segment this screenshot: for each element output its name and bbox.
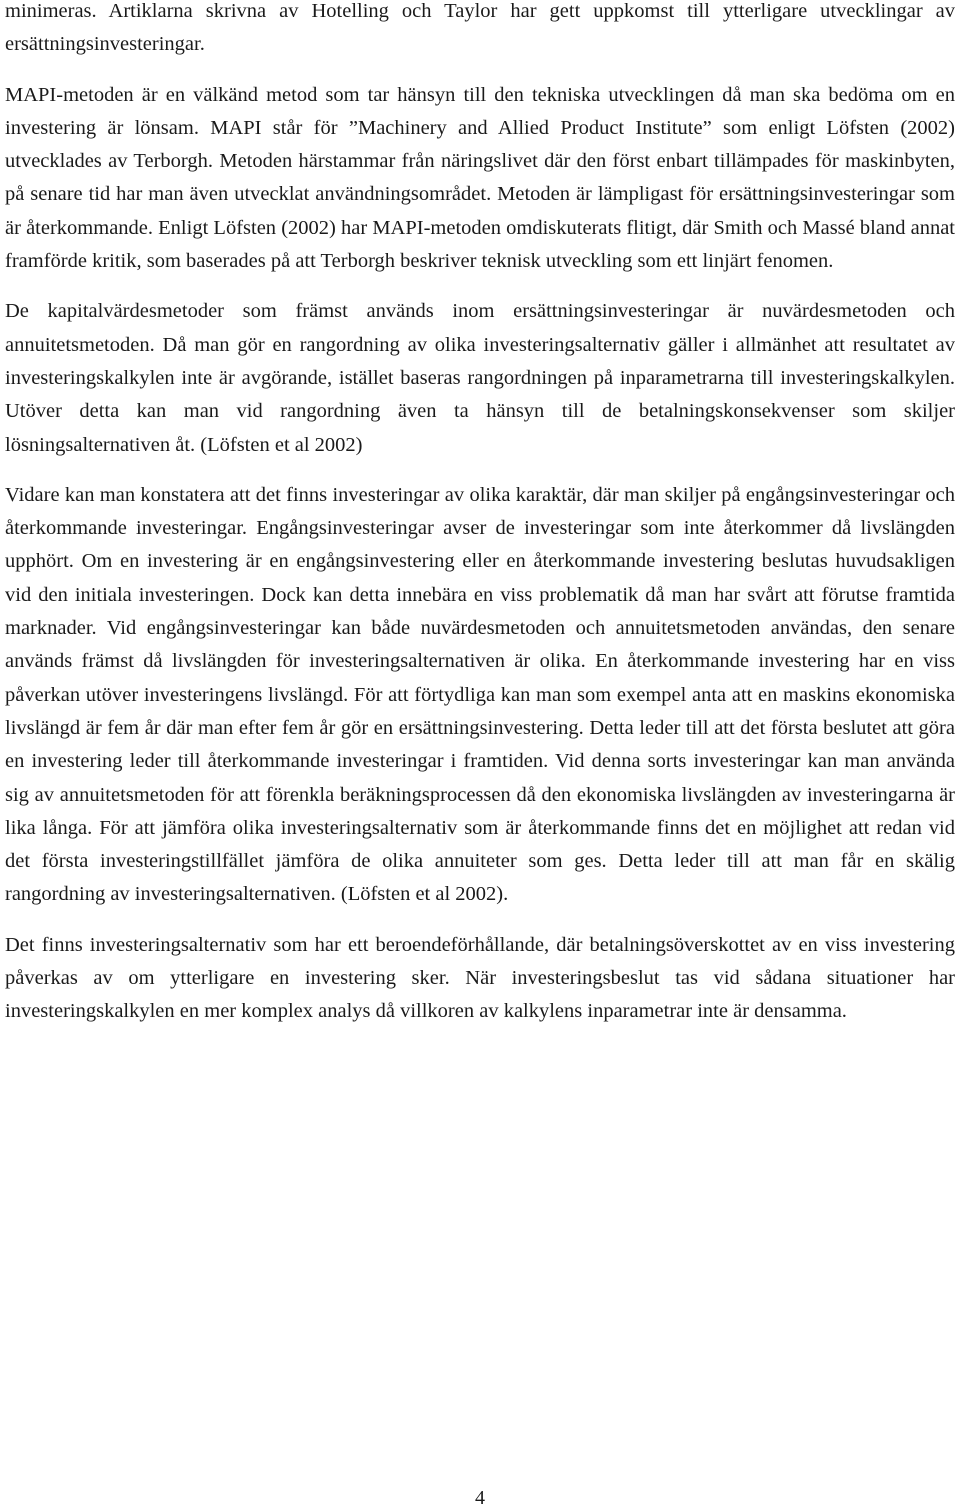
paragraph-5: Det finns investeringsalternativ som har ett beroendeförhållande, där betalningsöverskottet av en viss investering påverkas av om ytterligare en investering sker. När investeringsbeslut tas vid sådana situationer har investeringskalkylen en mer komplex analys då villkoren av kalkylens inparametrar inte är densamma. <box>5 933 955 1023</box>
paragraph-4: Vidare kan man konstatera att det finns investeringar av olika karaktär, där man skiljer på engångsinvesteringar och återkommande investeringar. Engångsinvesteringar avser de investeringar som inte återkommer då livslängden upphört. Om en investering är en engångsinvestering eller en återkommande investering beslutas huvudsakligen vid den initiala investeringen. Dock kan detta innebära en viss problematik då man har svårt att förutse framtida marknader. Vid engångsinvesteringar kan både nuvärdesmetoden och annuitetsmetoden användas, den senare används främst då livslängden för investeringsalternativen är olika. En återkommande investering har en viss påverkan utöver investeringens livslängd. För att förtydliga kan man som exempel anta att en maskins ekonomiska livslängd är fem år där man efter fem år gör en ersättningsinvestering. Detta leder till att det första beslutet att göra en investering leder till återkommande investeringar i framtiden. Vid denna sorts investeringar kan man använda sig av annuitetsmetoden för att förenkla beräkningsprocessen då den ekonomiska livslängden av investeringarna är lika långa. För att jämföra olika investeringsalternativ som är återkommande finns det en möjlighet att redan vid det första investeringstillfället jämföra de olika annuiteter som ges. Detta leder till att man får en skälig rangordning av investeringsalternativen. (Löfsten et al 2002). <box>5 483 955 906</box>
paragraph-3: De kapitalvärdesmetoder som främst används inom ersättningsinvesteringar är nuvärdesmetoden och annuitetsmetoden. Då man gör en rangordning av olika investeringsalternativ gäller i allmänhet att resultatet av investeringskalkylen inte är avgörande, istället baseras rangordningen på inparametrarna till investeringskalkylen. Utöver detta kan man vid rangordning även ta hänsyn till de betalningskonsekvenser som skiljer lösningsalternativen åt. (Löfsten et al 2002) <box>5 300 955 456</box>
paragraph-2: MAPI-metoden är en välkänd metod som tar hänsyn till den tekniska utvecklingen då man ska bedöma om en investering är lönsam. MAPI står för ”Machinery and Allied Product Institute” som enligt Löfsten (2002) utvecklades av Terborgh. Metoden härstammar från näringslivet där den först enbart tillämpades för maskinbyten, på senare tid har man även utvecklat användningsområdet. Metoden är lämpligast för ersättningsinvesteringar som är återkommande. Enligt Löfsten (2002) har MAPI-metoden omdiskuterats flitigt, där Smith och Massé bland annat framförde kritik, som baserades på att Terborgh beskriver teknisk utveckling som ett linjärt fenomen. <box>5 83 955 273</box>
page-number: 4 <box>475 1487 485 1509</box>
body-text <box>5 0 955 1046</box>
paragraph-1: minimeras. Artiklarna skrivna av Hotelling och Taylor har gett uppkomst till ytterligare utvecklingar av ersättningsinvesteringar. <box>5 0 955 56</box>
